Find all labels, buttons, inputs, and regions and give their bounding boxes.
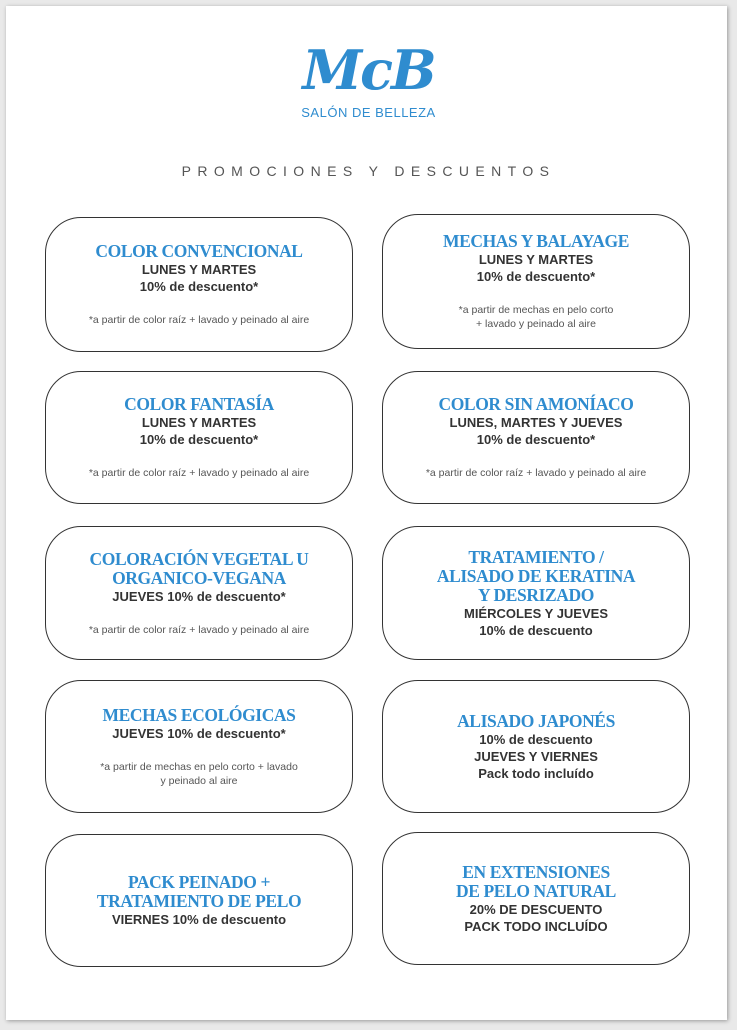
promo-detail: 10% de descuento* xyxy=(476,432,596,447)
promo-note xyxy=(89,466,309,480)
promo-card xyxy=(45,526,353,660)
promo-card xyxy=(45,217,353,352)
promo-note xyxy=(89,623,309,637)
promo-card xyxy=(45,680,353,813)
promo-detail: LUNES, MARTES Y JUEVES xyxy=(449,415,623,430)
promo-detail: LUNES Y MARTES xyxy=(141,415,257,430)
promo-note xyxy=(100,760,298,788)
promo-note-line: *a partir de mechas en pelo corto xyxy=(458,304,614,316)
promo-note-line: + lavado y peinado al aire xyxy=(476,318,596,330)
promo-title: COLORACIÓN VEGETAL U xyxy=(89,548,309,569)
brand-tagline: SALÓN DE BELLEZA xyxy=(301,105,436,120)
promo-title: TRATAMIENTO DE PELO xyxy=(96,891,302,911)
promo-card xyxy=(382,680,690,813)
promo-detail: JUEVES 10% de descuento* xyxy=(112,725,286,741)
promo-detail: 10% de descuento* xyxy=(476,269,596,284)
promo-title: EN EXTENSIONES xyxy=(462,861,610,882)
promo-title: COLOR SIN AMONÍACO xyxy=(438,394,634,414)
promo-detail: LUNES Y MARTES xyxy=(478,252,594,267)
promo-note-line: *a partir de mechas en pelo corto + lavado xyxy=(100,760,298,773)
page-title: PROMOCIONES Y DESCUENTOS xyxy=(181,163,556,179)
promo-note-line: *a partir de color raíz + lavado y peinado al aire xyxy=(425,467,647,479)
promo-note xyxy=(89,313,309,327)
promo-detail: VIERNES 10% de descuento xyxy=(111,912,287,927)
promo-title: DE PELO NATURAL xyxy=(456,880,616,901)
promo-detail: 20% DE DESCUENTO xyxy=(469,901,603,917)
promo-detail: MIÉRCOLES Y JUEVES xyxy=(463,605,608,621)
promo-title: ORGANICO-VEGANA xyxy=(112,567,286,588)
promo-card xyxy=(382,371,690,504)
promo-detail: LUNES Y MARTES xyxy=(141,262,257,277)
promo-detail: JUEVES 10% de descuento* xyxy=(112,588,286,604)
promo-note-line: y peinado al aire xyxy=(160,774,238,787)
promo-title: COLOR FANTASÍA xyxy=(124,394,274,414)
promo-detail: 10% de descuento xyxy=(479,731,593,747)
promo-title: COLOR CONVENCIONAL xyxy=(95,241,303,261)
brand-logo: McB xyxy=(302,38,435,102)
promo-card xyxy=(45,371,353,504)
promo-card xyxy=(382,832,690,965)
promo-detail: 10% de descuento* xyxy=(139,432,259,447)
promo-title: ALISADO DE KERATINA xyxy=(436,565,636,586)
promo-detail: Pack todo incluído xyxy=(478,765,594,781)
promo-title: TRATAMIENTO / xyxy=(468,546,604,567)
promo-title: MECHAS Y BALAYAGE xyxy=(442,231,630,251)
promo-title: ALISADO JAPONÉS xyxy=(457,710,615,731)
promo-detail: 10% de descuento xyxy=(479,622,593,638)
promo-title: PACK PEINADO + xyxy=(127,872,271,892)
promo-note-line: *a partir de color raíz + lavado y peinado al aire xyxy=(88,467,310,479)
promo-card xyxy=(382,526,690,660)
promo-title: MECHAS ECOLÓGICAS xyxy=(102,704,296,725)
promo-note-line: *a partir de color raíz + lavado y peinado al aire xyxy=(88,314,310,326)
promo-detail: PACK TODO INCLUÍDO xyxy=(464,918,608,934)
promo-note-line: *a partir de color raíz + lavado y peinado al aire xyxy=(88,623,310,636)
promo-note xyxy=(426,466,646,480)
promo-detail: JUEVES Y VIERNES xyxy=(474,748,598,764)
promo-detail: 10% de descuento* xyxy=(139,279,259,294)
promo-title: Y DESRIZADO xyxy=(477,584,594,605)
promo-card xyxy=(382,214,690,349)
promo-card xyxy=(45,834,353,967)
promo-note xyxy=(459,303,614,331)
